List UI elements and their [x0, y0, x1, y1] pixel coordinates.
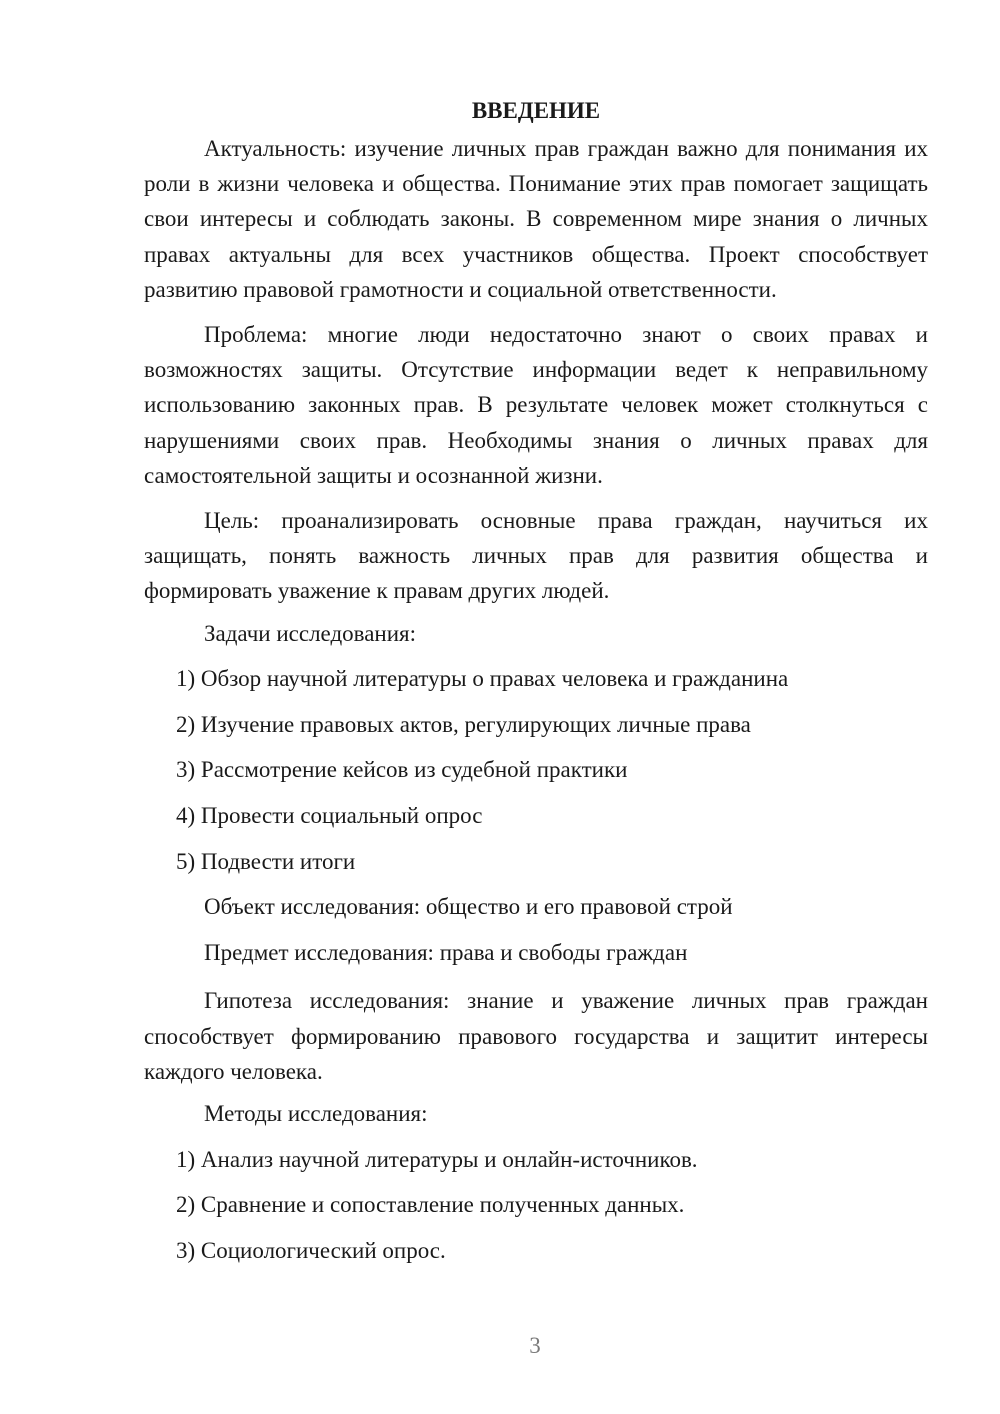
list-item: 1) Анализ научной литературы и онлайн-источников. [176, 1146, 698, 1172]
methods-heading: Методы исследования: [204, 1101, 428, 1126]
hypothesis-paragraph: Гипотеза исследования: знание и уважение личных прав граждан способствует формированию правового государства и защитит интересы каждого человека. [144, 988, 928, 1084]
list-item: 5) Подвести итоги [176, 848, 356, 874]
list-item: 2) Сравнение и сопоставление полученных данных. [176, 1192, 685, 1218]
relevance-paragraph: Актуальность: изучение личных прав граждан важно для понимания их роли в жизни человека и общества. Понимание этих прав помогает защищать свои интересы и соблюдать законы. В современном мире знания о личных правах актуальны для всех участников общества. Проект способствует развитию правовой грамотности и социальной ответственности. [144, 136, 928, 302]
tasks-heading: Задачи исследования: [204, 620, 417, 646]
problem-paragraph: Проблема: многие люди недостаточно знают о своих правах и возможностях защиты. Отсутствие информации ведет к неправильному использованию законных прав. В результате человек может столкнуться с нарушениями своих прав. Необходимы знания о личных правах для самостоятельной защиты и осознанной жизни. [144, 322, 928, 488]
research-object: Объект исследования: общество и его правовой строй [204, 894, 733, 920]
list-item: 3) Рассмотрение кейсов из судебной практики [176, 757, 628, 783]
goal-paragraph: Цель: проанализировать основные права граждан, научиться их защищать, понять важность личных прав для развития общества и формировать уважение к правам других людей. [144, 508, 928, 604]
methods-list [144, 1145, 928, 1266]
list-item: 4) Провести социальный опрос [176, 803, 483, 829]
page-content [144, 96, 928, 1281]
research-subject: Предмет исследования: права и свободы граждан [204, 939, 688, 965]
tasks-list [144, 664, 928, 876]
page-number: 3 [529, 1333, 541, 1358]
list-item: 2) Изучение правовых актов, регулирующих личные права [176, 711, 751, 737]
list-item: 3) Социологический опрос. [176, 1237, 446, 1263]
list-item: 1) Обзор научной литературы о правах человека и гражданина [176, 666, 789, 692]
section-title: ВВЕДЕНИЕ [471, 98, 601, 123]
